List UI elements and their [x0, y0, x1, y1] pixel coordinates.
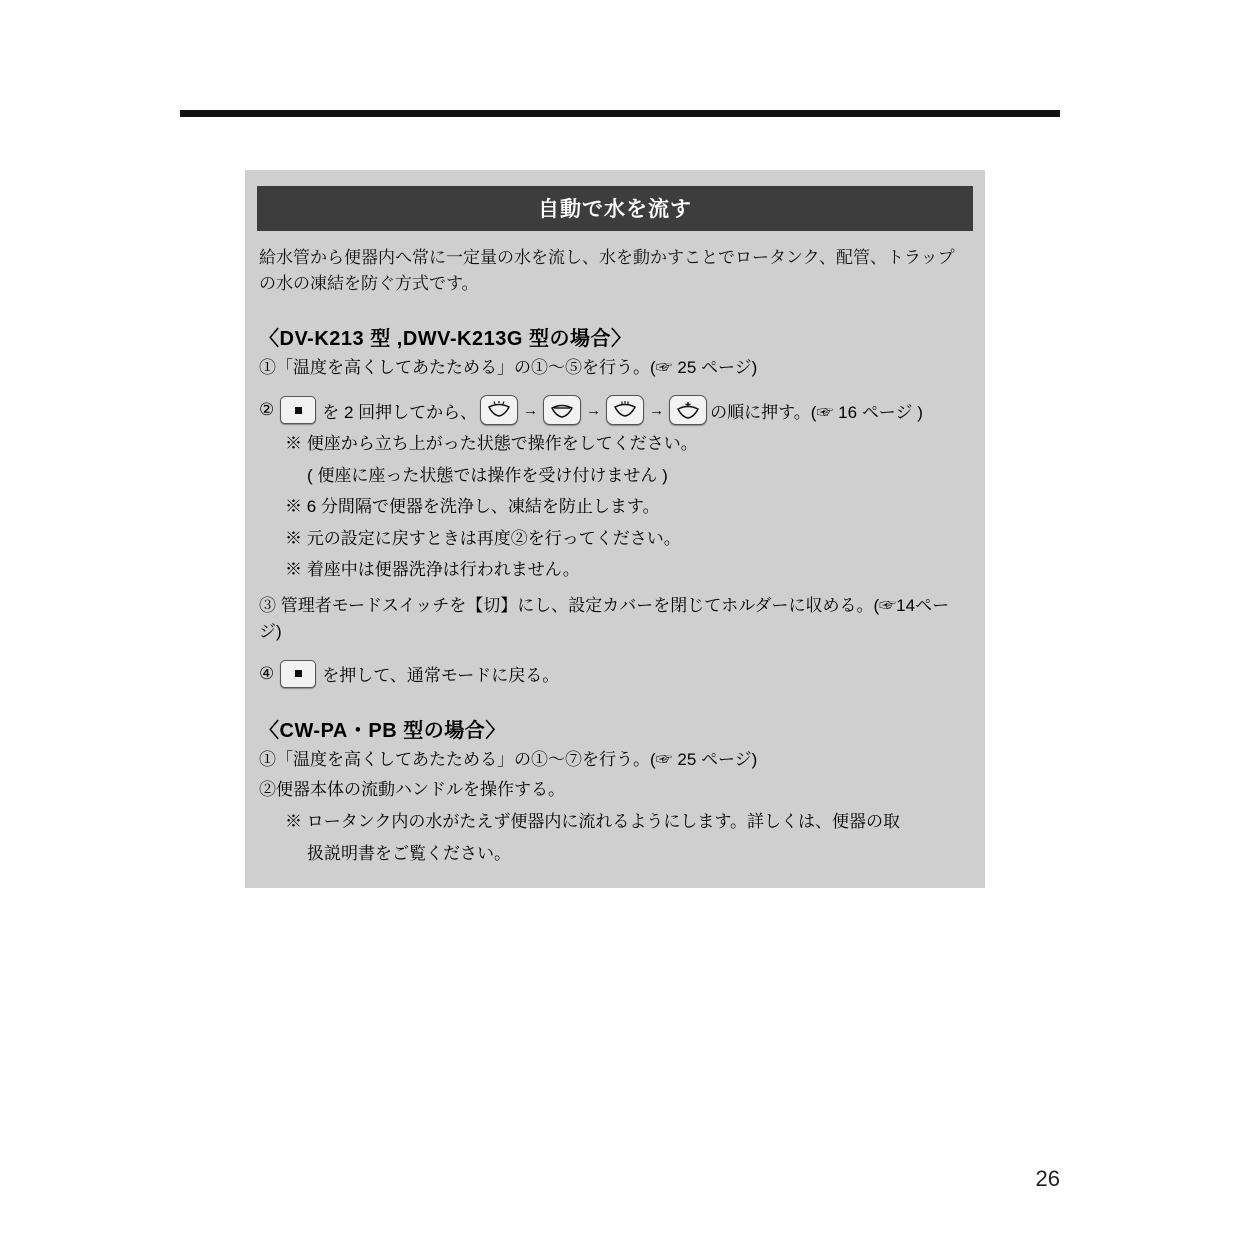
arrow-icon-2: →: [586, 401, 602, 419]
step-4-text: を押して、通常モードに戻る。: [322, 666, 560, 686]
note-cw-1: ※ ロータンク内の水がたえず便器内に流れるようにします。詳しくは、便器の取: [285, 812, 901, 832]
plus-water-button-icon[interactable]: [669, 395, 707, 425]
note-dv-2: ( 便座に座った状態では操作を受け付けません ): [307, 465, 668, 485]
step-4-number: ④: [259, 663, 275, 683]
step-2-number: ②: [259, 400, 275, 420]
stop-bowl-button-icon[interactable]: [543, 395, 581, 425]
note-dv-5: ※ 着座中は便器洗浄は行われません。: [285, 560, 580, 580]
model-heading-dv-k213: 〈DV-K213 型 ,DWV-K213G 型の場合〉: [259, 328, 632, 350]
arrow-icon-1: →: [523, 401, 539, 419]
note-dv-3: ※ 6 分間隔で便器を洗浄し、凍結を防止します。: [285, 497, 660, 517]
note-cw-2: 扱説明書をご覧ください。: [307, 843, 511, 863]
step-4-dv: [259, 660, 971, 688]
rear-wash-button-icon[interactable]: [606, 395, 644, 425]
content-panel: [245, 170, 985, 888]
step-1-cw: ①「温度を高くしてあたためる」の①〜⑦を行う。(☞ 25 ページ): [259, 749, 758, 769]
model-heading-cw-pa-pb: 〈CW-PA・PB 型の場合〉: [259, 719, 506, 742]
note-dv-4: ※ 元の設定に戻すときは再度②を行ってください。: [285, 528, 681, 548]
section-title: 自動で水を流す: [257, 186, 973, 231]
step-2-cw: ②便器本体の流動ハンドルを操作する。: [259, 779, 565, 799]
bidet-spray-button-icon[interactable]: [480, 395, 518, 425]
intro-paragraph: 給水管から便器内へ常に一定量の水を流し、水を動かすことでロータンク、配管、トラップの水の凍結を防ぐ方式です。: [259, 248, 955, 293]
square-dot-button-icon-2[interactable]: [280, 660, 316, 688]
square-dot-button-icon[interactable]: [280, 396, 316, 424]
step-1-dv: ①「温度を高くしてあたためる」の①〜⑤を行う。(☞ 25 ページ): [259, 358, 758, 377]
arrow-icon-3: →: [649, 401, 665, 419]
page-top-rule: [180, 110, 1060, 117]
step-2-dv: [259, 395, 971, 425]
step-2-middle-text: を 2 回押してから、: [322, 402, 478, 422]
step-3-dv: ③ 管理者モードスイッチを【切】にし、設定カバーを閉じてホルダーに収める。(☞14ページ): [259, 595, 950, 642]
page-number: 26: [1035, 1166, 1060, 1191]
step-2-tail-text: の順に押す。(☞ 16 ページ ): [710, 402, 923, 422]
note-dv-1: ※ 便座から立ち上がった状態で操作をしてください。: [285, 434, 698, 454]
